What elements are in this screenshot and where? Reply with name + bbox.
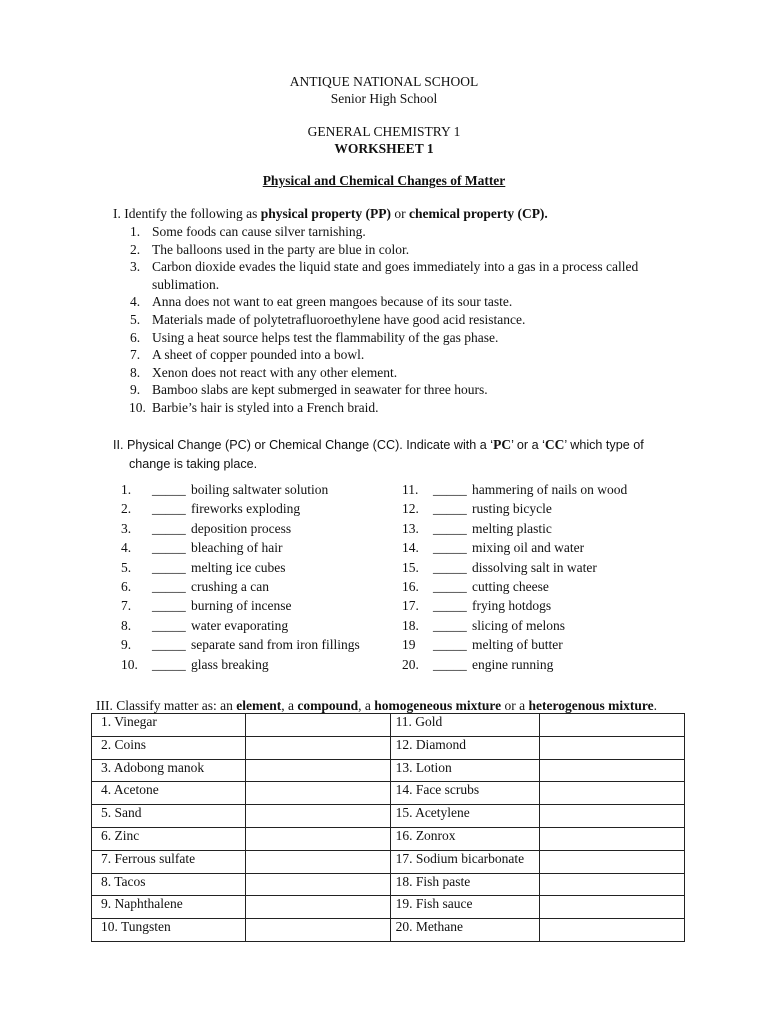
matter-item: 6. Zinc: [92, 827, 246, 850]
change-number: 14.: [402, 540, 419, 556]
question-item: [113, 399, 703, 417]
question-text: Bamboo slabs are kept submerged in seawater for three hours.: [152, 382, 488, 398]
page-title: Physical and Chemical Changes of Matter: [262, 173, 506, 188]
table-row: [92, 896, 685, 919]
answer-cell[interactable]: [540, 736, 685, 759]
question-number: 2.: [130, 241, 141, 257]
matter-item: 7. Ferrous sulfate: [92, 850, 246, 873]
matter-item: 13. Lotion: [390, 759, 540, 782]
matter-item: 4. Acetone: [92, 782, 246, 805]
answer-cell[interactable]: [540, 850, 685, 873]
question-text: Anna does not want to eat green mangoes because of its sour taste.: [152, 294, 513, 310]
question-number: 10.: [129, 399, 146, 415]
change-number: 12.: [402, 501, 419, 517]
section-1: [113, 205, 703, 417]
change-text: deposition process: [191, 520, 292, 536]
change-text: boiling saltwater solution: [191, 482, 329, 497]
change-number: 11.: [402, 482, 419, 497]
question-text: Some foods can cause silver tarnishing.: [152, 224, 366, 239]
matter-item: 11. Gold: [390, 714, 540, 737]
answer-blank[interactable]: _____: [152, 520, 186, 536]
answer-blank[interactable]: _____: [433, 637, 467, 653]
change-text: bleaching of hair: [191, 540, 283, 556]
answer-blank[interactable]: _____: [152, 637, 186, 653]
answer-cell[interactable]: [245, 736, 390, 759]
table-row: [92, 714, 685, 737]
answer-cell[interactable]: [245, 714, 390, 737]
subject-name: GENERAL CHEMISTRY 1: [307, 124, 461, 139]
question-number: 8.: [130, 364, 141, 380]
question-text: Using a heat source helps test the flammability of the gas phase.: [152, 329, 499, 345]
answer-blank[interactable]: _____: [152, 559, 186, 575]
change-number: 4.: [121, 540, 132, 556]
table-row: [92, 850, 685, 873]
school-header: [0, 73, 768, 107]
change-number: 8.: [121, 617, 132, 633]
change-text: melting plastic: [472, 520, 552, 536]
change-number: 17.: [402, 598, 419, 614]
question-text: Carbon dioxide evades the liquid state and goes immediately into a gas in a process called sublimation.: [152, 259, 639, 292]
matter-item: 18. Fish paste: [390, 873, 540, 896]
answer-blank[interactable]: _____: [152, 482, 186, 497]
change-number: 19: [402, 637, 416, 653]
question-item: [113, 381, 703, 399]
question-item: [113, 223, 703, 241]
matter-item: 5. Sand: [92, 805, 246, 828]
answer-blank[interactable]: _____: [433, 578, 467, 594]
change-number: 6.: [121, 578, 132, 594]
answer-blank[interactable]: _____: [433, 482, 467, 497]
answer-blank[interactable]: _____: [433, 540, 467, 556]
answer-blank[interactable]: _____: [433, 656, 467, 672]
classification-table: [91, 713, 685, 942]
answer-cell[interactable]: [245, 850, 390, 873]
question-number: 3.: [130, 259, 141, 275]
question-item: [113, 311, 703, 329]
question-item: [113, 329, 703, 347]
table-row: [92, 759, 685, 782]
answer-blank[interactable]: _____: [152, 617, 186, 633]
matter-item: 16. Zonrox: [390, 827, 540, 850]
section-2-instructions: II. Physical Change (PC) or Chemical Change (CC). Indicate with a ‘PC’ or a ‘CC’ which type of change is taking place.: [113, 437, 644, 471]
answer-cell[interactable]: [245, 759, 390, 782]
change-number: 1.: [121, 482, 132, 497]
change-number: 18.: [402, 617, 419, 633]
answer-blank[interactable]: _____: [433, 559, 467, 575]
question-text: Xenon does not react with any other element.: [152, 364, 398, 380]
answer-blank[interactable]: _____: [152, 501, 186, 517]
matter-item: 17. Sodium bicarbonate: [390, 850, 540, 873]
change-number: 2.: [121, 501, 132, 517]
answer-cell[interactable]: [245, 805, 390, 828]
change-text: burning of incense: [191, 598, 292, 614]
matter-item: 12. Diamond: [390, 736, 540, 759]
answer-blank[interactable]: _____: [152, 656, 186, 672]
question-item: [113, 258, 703, 293]
change-text: water evaporating: [191, 617, 289, 633]
answer-cell[interactable]: [540, 759, 685, 782]
question-number: 4.: [130, 294, 141, 310]
answer-cell[interactable]: [540, 919, 685, 942]
section-3-instructions: III. Classify matter as: an element, a compound, a homogeneous mixture or a heterogenous mixture.: [96, 698, 657, 713]
answer-blank[interactable]: _____: [433, 501, 467, 517]
change-text: hammering of nails on wood: [472, 482, 628, 497]
change-text: dissolving salt in water: [472, 559, 597, 575]
matter-item: 10. Tungsten: [92, 919, 246, 942]
matter-item: 15. Acetylene: [390, 805, 540, 828]
change-text: fireworks exploding: [191, 501, 301, 517]
question-number: 9.: [130, 382, 141, 398]
table-row: [92, 782, 685, 805]
table-row: [92, 873, 685, 896]
matter-item: 1. Vinegar: [92, 714, 246, 737]
question-number: 1.: [130, 224, 141, 239]
answer-cell[interactable]: [540, 827, 685, 850]
change-text: separate sand from iron fillings: [191, 637, 360, 653]
question-text: The balloons used in the party are blue in color.: [152, 241, 410, 257]
change-text: glass breaking: [191, 656, 269, 672]
change-number: 16.: [402, 578, 419, 594]
change-text: melting of butter: [472, 637, 563, 653]
section-1-instructions: I. Identify the following as physical property (PP) or chemical property (CP).: [113, 206, 548, 221]
matter-item: 2. Coins: [92, 736, 246, 759]
table-row: [92, 805, 685, 828]
change-number: 15.: [402, 559, 419, 575]
school-name: ANTIQUE NATIONAL SCHOOL: [289, 74, 479, 89]
table-row: [92, 827, 685, 850]
answer-cell[interactable]: [245, 827, 390, 850]
answer-cell[interactable]: [245, 896, 390, 919]
answer-blank[interactable]: _____: [433, 520, 467, 536]
change-number: 13.: [402, 520, 419, 536]
answer-cell[interactable]: [245, 782, 390, 805]
matter-item: 3. Adobong manok: [92, 759, 246, 782]
question-number: 7.: [130, 347, 141, 363]
change-number: 10.: [121, 656, 138, 672]
question-text: Barbie’s hair is styled into a French braid.: [152, 399, 379, 415]
matter-item: 19. Fish sauce: [390, 896, 540, 919]
answer-cell[interactable]: [540, 805, 685, 828]
question-number: 6.: [130, 329, 141, 345]
section-1-list: [113, 223, 703, 417]
answer-cell[interactable]: [540, 873, 685, 896]
matter-item: 9. Naphthalene: [92, 896, 246, 919]
answer-cell[interactable]: [245, 919, 390, 942]
change-number: 3.: [121, 520, 132, 536]
table-row: [92, 919, 685, 942]
question-item: [113, 293, 703, 311]
question-item: [113, 241, 703, 259]
answer-blank[interactable]: _____: [433, 617, 467, 633]
question-number: 5.: [130, 311, 141, 327]
answer-blank[interactable]: _____: [152, 578, 186, 594]
change-text: cutting cheese: [472, 578, 549, 594]
change-number: 5.: [121, 559, 132, 575]
change-text: rusting bicycle: [472, 501, 552, 517]
matter-item: 8. Tacos: [92, 873, 246, 896]
answer-blank[interactable]: _____: [152, 598, 186, 614]
table-row: [92, 736, 685, 759]
change-number: 9.: [121, 637, 132, 653]
answer-cell[interactable]: [245, 873, 390, 896]
answer-cell[interactable]: [540, 896, 685, 919]
answer-blank[interactable]: _____: [152, 540, 186, 556]
change-text: melting ice cubes: [191, 559, 286, 575]
change-text: crushing a can: [191, 578, 269, 594]
subject-header: [0, 123, 768, 157]
answer-cell[interactable]: [540, 714, 685, 737]
question-item: [113, 346, 703, 364]
change-text: engine running: [472, 656, 554, 672]
answer-cell[interactable]: [540, 782, 685, 805]
matter-item: 14. Face scrubs: [390, 782, 540, 805]
school-division: Senior High School: [330, 91, 438, 106]
matter-item: 20. Methane: [390, 919, 540, 942]
answer-blank[interactable]: _____: [433, 598, 467, 614]
question-item: [113, 364, 703, 382]
question-text: A sheet of copper pounded into a bowl.: [152, 347, 365, 363]
change-text: mixing oil and water: [472, 540, 585, 556]
change-number: 20.: [402, 656, 419, 672]
worksheet-label: WORKSHEET 1: [334, 141, 434, 156]
change-text: slicing of melons: [472, 617, 565, 633]
change-number: 7.: [121, 598, 132, 614]
change-text: frying hotdogs: [472, 598, 552, 614]
question-text: Materials made of polytetrafluoroethylene have good acid resistance.: [152, 311, 526, 327]
